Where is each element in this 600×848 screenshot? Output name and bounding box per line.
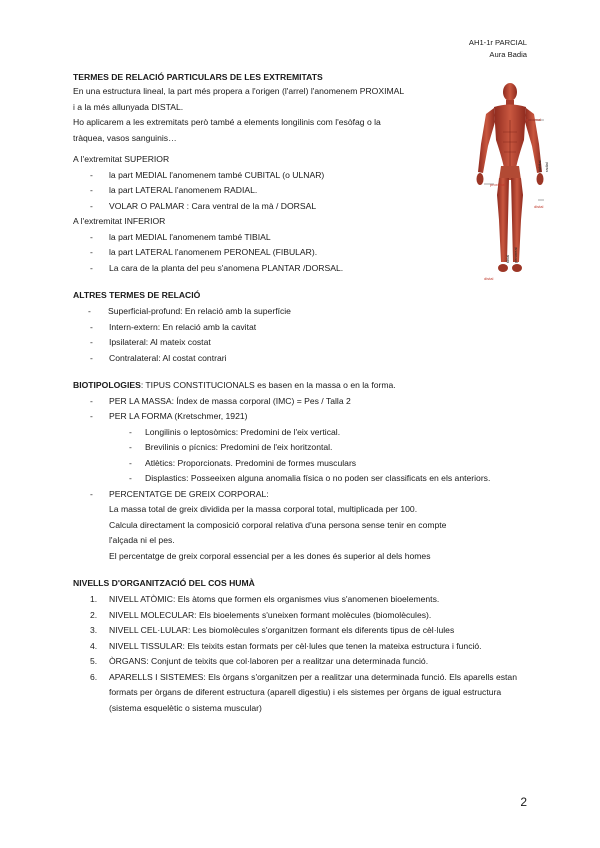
numbered-item: 1. NIVELL ATÒMIC: Els àtoms que formen els organismes vius s'anomenen bioelements. bbox=[90, 594, 440, 604]
altres-list bbox=[73, 304, 533, 366]
page-content bbox=[73, 70, 533, 716]
label-proximal-upper: proximal bbox=[526, 117, 542, 122]
superior-list bbox=[73, 168, 533, 215]
biotipologies-list bbox=[73, 394, 533, 425]
biotipologies-title: BIOTIPOLOGIES bbox=[73, 380, 141, 390]
label-distal-upper: distal bbox=[534, 204, 544, 209]
inferior-list bbox=[73, 230, 533, 277]
list-item: - Contralateral: Al costat contrari bbox=[73, 351, 533, 367]
sublist-item: - Longilinis o leptosòmics: Predomini de l'eix vertical. bbox=[73, 425, 533, 441]
label-tibial: tibial bbox=[505, 254, 510, 263]
paragraph-line: i a la més allunyada DISTAL. bbox=[73, 101, 184, 112]
greix-list bbox=[73, 487, 533, 503]
biotipologies-intro bbox=[73, 378, 533, 394]
list-item: - la part LATERAL l'anomenem RADIAL. bbox=[73, 183, 533, 199]
author-name: Aura Badia bbox=[489, 50, 527, 59]
label-peroneal: peroneal bbox=[513, 247, 518, 263]
section-title-extremitats: TERMES DE RELACIÓ PARTICULARS DE LES EXTREMITATS bbox=[73, 72, 323, 82]
label-cubital: cubital bbox=[537, 160, 542, 172]
list-item: - PER LA MASSA: Índex de massa corporal (IMC) = Pes / Talla 2 bbox=[73, 394, 533, 410]
paragraph-line: tràquea, vasos sanguinis… bbox=[73, 132, 177, 143]
course-label: AH1-1r PARCIAL bbox=[468, 38, 527, 47]
paragraph-line: En una estructura lineal, la part més propera a l'origen (l'arrel) l'anomenem PROXIMAL bbox=[73, 86, 405, 96]
numbered-item: 5. ÒRGANS: Conjunt de teixits que col·laboren per a realitzar una determinada funció. bbox=[90, 656, 429, 666]
greix-line: El percentatge de greix corporal essencial per a les dones és superior al dels homes bbox=[109, 550, 431, 561]
paragraph-line: Ho aplicarem a les extremitats però també a elements longilinis com l'esòfag o la bbox=[73, 117, 381, 127]
label-distal-lower: distal bbox=[484, 276, 494, 281]
nivells-list bbox=[73, 592, 533, 716]
list-item: - la part LATERAL l'anomenem PERONEAL (FIBULAR). bbox=[73, 245, 533, 261]
sublist-item: - Brevilinis o pícnics: Predomini de l'eix horitzontal. bbox=[73, 440, 533, 456]
list-item: - Ipsilateral: Al mateix costat bbox=[73, 335, 533, 351]
forma-sublist bbox=[73, 425, 533, 487]
numbered-item: 6. APARELLS I SISTEMES: Els òrgans s'organitzen per a realitzar una determinada funció. Els aparells estan formats per òrgans de diferent estructura (aparell digestiu) i els sistemes per òrgans de igual estructura (sistema esquelètic o sistema muscular) bbox=[90, 671, 517, 713]
inferior-label: A l'extremitat INFERIOR bbox=[73, 216, 166, 226]
list-item: - la part MEDIAL l'anomenem també CUBITAL (o ULNAR) bbox=[73, 168, 533, 184]
list-item: - Superficial-profund: En relació amb la superfície bbox=[73, 304, 533, 320]
section-title-nivells: NIVELLS D'ORGANITZACIÓ DEL COS HUMÀ bbox=[73, 578, 255, 588]
page-header bbox=[469, 37, 527, 61]
label-radial: radial bbox=[544, 162, 549, 172]
list-item: - PERCENTATGE DE GREIX CORPORAL: bbox=[73, 487, 533, 503]
numbered-item: 4. NIVELL TISSULAR: Els teixits estan formats per cèl·lules que tenen la mateixa estructura i funció. bbox=[90, 640, 482, 651]
biotipologies-text: : TIPUS CONSTITUCIONALS es basen en la massa o en la forma. bbox=[140, 380, 396, 390]
list-item: - La cara de la planta del peu s'anomena PLANTAR /DORSAL. bbox=[73, 261, 533, 277]
label-proximal-lower: proximal bbox=[490, 182, 506, 187]
sublist-item: - Displastics: Posseeixen alguna anomalia física o no poden ser classificats en els anteriors. bbox=[73, 471, 533, 487]
sublist-item: - Atlètics: Proporcionats. Predomini de formes musculars bbox=[73, 456, 533, 472]
list-item: - la part MEDIAL l'anomenem també TIBIAL bbox=[73, 230, 533, 246]
superior-label: A l'extremitat SUPERIOR bbox=[73, 154, 170, 164]
list-item: - Intern-extern: En relació amb la cavitat bbox=[73, 320, 533, 336]
greix-line: l'alçada ni el pes. bbox=[109, 535, 175, 545]
page-number: 2 bbox=[520, 795, 527, 809]
numbered-item: 2. NIVELL MOLECULAR: Els bioelements s'uneixen formant molècules (biomolècules). bbox=[90, 609, 432, 620]
numbered-item: 3. NIVELL CEL·LULAR: Les biomolècules s'organitzen formant els diferents tipus de cèl·lules bbox=[90, 625, 455, 635]
list-item: - PER LA FORMA (Kretschmer, 1921) bbox=[73, 409, 533, 425]
greix-line: La massa total de greix dividida per la massa corporal total, multiplicada per 100. bbox=[109, 504, 418, 514]
section-title-altres: ALTRES TERMES DE RELACIÓ bbox=[73, 290, 201, 300]
greix-line: Calcula directament la composició corporal relativa d'una persona sense tenir en compte bbox=[109, 519, 447, 530]
list-item: - VOLAR O PALMAR : Cara ventral de la mà / DORSAL bbox=[73, 199, 533, 215]
